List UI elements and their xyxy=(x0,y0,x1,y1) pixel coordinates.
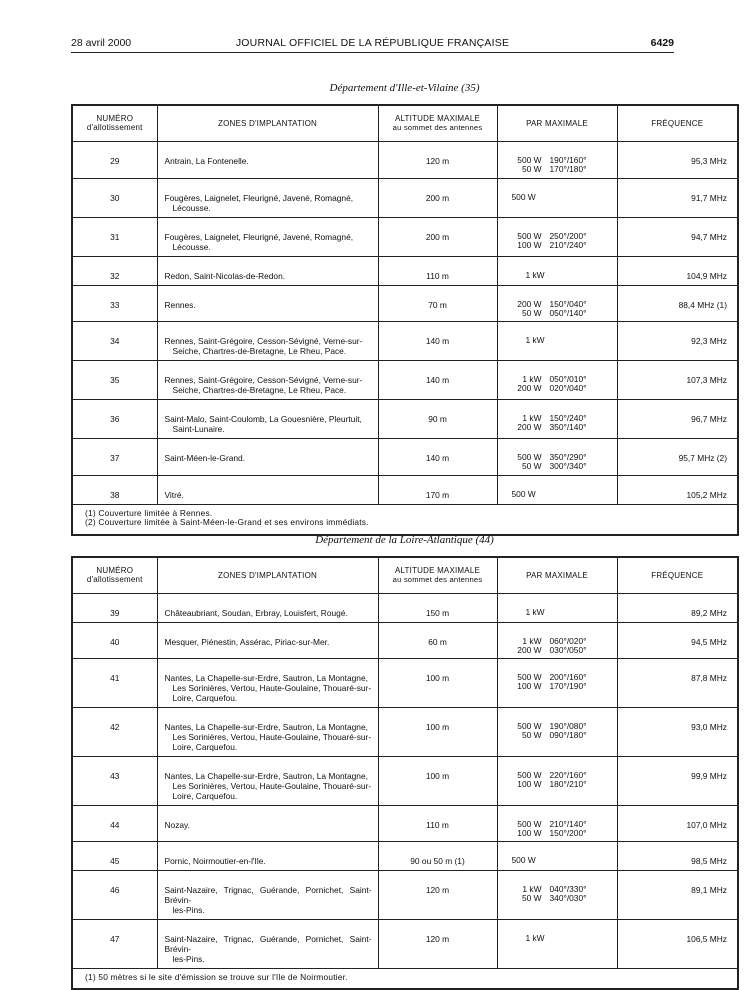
zone-line: Châteaubriant, Soudan, Erbray, Louisfert, Rougé. xyxy=(164,607,348,618)
power-line xyxy=(512,309,613,319)
power-azimuth: 150°/240° xyxy=(549,412,587,423)
col-header-alt-line2: au sommet des antennes xyxy=(392,575,483,585)
table-row xyxy=(72,217,738,256)
power-line xyxy=(512,829,613,839)
table-row xyxy=(72,475,738,504)
frequency-cell: 93,0 MHz xyxy=(617,707,738,756)
frequency-cell: 107,0 MHz xyxy=(617,805,738,841)
power-cell xyxy=(497,178,617,217)
zone-line: les-Pins. xyxy=(172,953,205,964)
col-header-altitude xyxy=(378,557,497,593)
allotment-number: 36 xyxy=(72,399,157,438)
power-cell xyxy=(497,399,617,438)
zone-line: Rennes, Saint-Grégoire, Cesson-Sévigné, Verne-sur- xyxy=(164,374,363,385)
table-row xyxy=(72,256,738,285)
zones-cell xyxy=(157,360,378,399)
frequency-cell: 87,8 MHz xyxy=(617,658,738,707)
allotment-number: 29 xyxy=(72,141,157,178)
power-azimuth: 250°/200° xyxy=(549,230,587,241)
zones-cell xyxy=(157,593,378,622)
power-watts: 1 kW xyxy=(522,635,542,646)
table-ille-et-vilaine xyxy=(71,104,739,536)
col-header-altitude xyxy=(378,105,497,141)
zone-line: Lécousse. xyxy=(172,241,211,252)
power-cell xyxy=(497,256,617,285)
power-azimuth: 220°/160° xyxy=(549,769,587,780)
altitude-cell: 170 m xyxy=(378,475,497,504)
power-azimuth: 210°/240° xyxy=(549,240,587,250)
power-watts: 1 kW xyxy=(522,412,542,423)
power-cell xyxy=(497,870,617,919)
allotment-number: 46 xyxy=(72,870,157,919)
table-row xyxy=(72,178,738,217)
power-azimuth: 200°/160° xyxy=(549,671,587,682)
power-cell xyxy=(497,360,617,399)
power-line xyxy=(512,193,613,203)
power-cell xyxy=(497,805,617,841)
zone-line: Saint-Nazaire, Trignac, Guérande, Pornichet, Saint-Brévin- xyxy=(164,933,372,954)
frequency-cell: 106,5 MHz xyxy=(617,919,738,968)
frequency-cell: 105,2 MHz xyxy=(617,475,738,504)
power-azimuth xyxy=(553,934,603,944)
altitude-cell: 100 m xyxy=(378,756,497,805)
allotment-number: 30 xyxy=(72,178,157,217)
altitude-cell: 140 m xyxy=(378,438,497,475)
power-watts: 1 kW xyxy=(522,373,542,384)
zone-line: Fougères, Laignelet, Fleurigné, Javené, Romagné, xyxy=(164,231,354,242)
col-header-num xyxy=(72,105,157,141)
col-header-num-line2: d'allotissement xyxy=(86,123,143,133)
power-watts: 200 W xyxy=(517,298,542,309)
power-azimuth xyxy=(553,336,603,346)
power-cell xyxy=(497,622,617,658)
power-azimuth xyxy=(553,271,603,281)
power-azimuth: 030°/050° xyxy=(549,645,587,655)
altitude-cell: 120 m xyxy=(378,870,497,919)
power-line xyxy=(512,646,613,656)
zone-line: Saint-Nazaire, Trignac, Guérande, Pornichet, Saint-Brévin- xyxy=(164,884,372,905)
frequency-cell: 94,5 MHz xyxy=(617,622,738,658)
power-watts: 100 W xyxy=(517,779,542,789)
allotment-number: 39 xyxy=(72,593,157,622)
header-row xyxy=(72,105,738,141)
notes-cell xyxy=(72,968,738,989)
col-header-power: PAR MAXIMALE xyxy=(497,557,617,593)
zone-line: Les Sorinières, Vertou, Haute-Goulaine, Thouaré-sur- xyxy=(172,682,372,693)
table-row xyxy=(72,622,738,658)
power-azimuth: 020°/040° xyxy=(549,383,587,393)
table-row xyxy=(72,399,738,438)
power-azimuth: 190°/080° xyxy=(549,720,587,731)
table-row xyxy=(72,805,738,841)
power-line xyxy=(512,731,613,741)
power-azimuth: 300°/340° xyxy=(549,461,587,471)
power-azimuth xyxy=(544,856,594,866)
power-cell xyxy=(497,919,617,968)
power-line xyxy=(512,780,613,790)
zone-line: Loire, Carquefou. xyxy=(172,692,238,703)
frequency-cell: 95,3 MHz xyxy=(617,141,738,178)
power-azimuth: 170°/180° xyxy=(549,164,587,174)
power-cell xyxy=(497,285,617,321)
zone-line: Rennes, Saint-Grégoire, Cesson-Sévigné, Verne-sur- xyxy=(164,335,363,346)
zone-line: Rennes. xyxy=(164,299,196,310)
col-header-num-line1: NUMÉRO xyxy=(96,566,134,576)
zone-line: Les Sorinières, Vertou, Haute-Goulaine, Thouaré-sur- xyxy=(172,731,372,742)
footnote: (1) 50 mètres si le site d'émission se trouve sur l'Ile de Noirmoutier. xyxy=(85,971,348,982)
zones-cell xyxy=(157,256,378,285)
zone-line: Nantes, La Chapelle-sur-Erdre, Sautron, La Montagne, xyxy=(164,770,368,781)
power-azimuth: 170°/190° xyxy=(549,681,587,691)
table-row xyxy=(72,841,738,870)
zone-line: Pornic, Noirmoutier-en-l'Ile. xyxy=(164,855,266,866)
zone-line: Nantes, La Chapelle-sur-Erdre, Sautron, La Montagne, xyxy=(164,721,368,732)
page-date: 28 avril 2000 xyxy=(71,37,132,49)
zone-line: Loire, Carquefou. xyxy=(172,790,238,801)
dept-title-loire-atlantique: Département de la Loire-Atlantique (44) xyxy=(315,534,494,546)
notes-cell xyxy=(72,504,738,535)
altitude-cell: 60 m xyxy=(378,622,497,658)
allotment-number: 32 xyxy=(72,256,157,285)
power-watts: 50 W xyxy=(521,164,542,174)
power-line xyxy=(512,241,613,251)
power-watts: 50 W xyxy=(521,308,542,318)
table-row xyxy=(72,438,738,475)
power-line xyxy=(512,608,613,618)
zone-line: Mesquer, Piénestin, Assérac, Piriac-sur-Mer. xyxy=(164,636,330,647)
frequency-cell: 107,3 MHz xyxy=(617,360,738,399)
power-azimuth: 050°/140° xyxy=(549,308,587,318)
power-watts: 500 W xyxy=(517,154,542,165)
power-cell xyxy=(497,438,617,475)
power-azimuth: 150°/200° xyxy=(549,828,587,838)
table-row xyxy=(72,360,738,399)
power-azimuth: 190°/160° xyxy=(549,154,587,165)
col-header-alt-line1: ALTITUDE MAXIMALE xyxy=(394,114,481,124)
zones-cell xyxy=(157,321,378,360)
zone-line: les-Pins. xyxy=(172,904,205,915)
zone-line: Vitré. xyxy=(164,489,184,500)
power-watts: 500 W xyxy=(517,230,542,241)
table-loire-atlantique xyxy=(71,556,739,990)
notes-row xyxy=(72,504,738,535)
power-cell xyxy=(497,141,617,178)
zones-cell xyxy=(157,805,378,841)
power-azimuth: 350°/290° xyxy=(549,451,587,462)
power-azimuth: 350°/140° xyxy=(549,422,587,432)
zones-cell xyxy=(157,919,378,968)
power-azimuth: 060°/020° xyxy=(549,635,587,646)
frequency-cell: 89,2 MHz xyxy=(617,593,738,622)
power-cell xyxy=(497,707,617,756)
altitude-cell: 110 m xyxy=(378,805,497,841)
power-watts: 500 W xyxy=(511,854,536,865)
allotment-number: 37 xyxy=(72,438,157,475)
power-line xyxy=(512,384,613,394)
power-cell xyxy=(497,321,617,360)
frequency-cell: 94,7 MHz xyxy=(617,217,738,256)
power-watts: 100 W xyxy=(517,681,542,691)
zone-line: Seiche, Chartres-de-Bretagne, Le Rheu, Pace. xyxy=(172,384,347,395)
allotment-number: 35 xyxy=(72,360,157,399)
zone-line: Nantes, La Chapelle-sur-Erdre, Sautron, La Montagne, xyxy=(164,672,368,683)
frequency-cell: 104,9 MHz xyxy=(617,256,738,285)
allotment-number: 47 xyxy=(72,919,157,968)
power-watts: 100 W xyxy=(517,828,542,838)
notes-row xyxy=(72,968,738,989)
altitude-cell: 100 m xyxy=(378,707,497,756)
zone-line: Saint-Malo, Saint-Coulomb, La Gouesnière, Pleurtuit, xyxy=(164,413,362,424)
frequency-cell: 96,7 MHz xyxy=(617,399,738,438)
power-line xyxy=(512,271,613,281)
power-azimuth xyxy=(544,193,594,203)
allotment-number: 31 xyxy=(72,217,157,256)
power-line xyxy=(512,336,613,346)
power-watts: 50 W xyxy=(521,461,542,471)
altitude-cell: 140 m xyxy=(378,321,497,360)
power-cell xyxy=(497,217,617,256)
power-azimuth: 040°/330° xyxy=(549,883,587,894)
zone-line: Antrain, La Fontenelle. xyxy=(164,155,249,166)
power-line xyxy=(512,490,613,500)
col-header-alt-line2: au sommet des antennes xyxy=(392,123,483,133)
zones-cell xyxy=(157,285,378,321)
power-watts: 500 W xyxy=(517,720,542,731)
zones-cell xyxy=(157,141,378,178)
allotment-number: 42 xyxy=(72,707,157,756)
power-line xyxy=(512,423,613,433)
col-header-alt-line1: ALTITUDE MAXIMALE xyxy=(394,566,481,576)
power-watts: 500 W xyxy=(511,191,536,202)
table-row xyxy=(72,870,738,919)
power-watts: 500 W xyxy=(511,488,536,499)
power-watts: 1 kW xyxy=(525,334,545,345)
power-watts: 50 W xyxy=(521,893,542,903)
col-header-frequency: FRÉQUENCE xyxy=(617,557,738,593)
table-row xyxy=(72,285,738,321)
altitude-cell: 150 m xyxy=(378,593,497,622)
zones-cell xyxy=(157,399,378,438)
power-azimuth: 210°/140° xyxy=(549,818,587,829)
power-cell xyxy=(497,658,617,707)
power-watts: 200 W xyxy=(517,645,542,655)
frequency-cell: 88,4 MHz (1) xyxy=(617,285,738,321)
zones-cell xyxy=(157,870,378,919)
power-azimuth: 150°/040° xyxy=(549,298,587,309)
power-watts: 1 kW xyxy=(522,883,542,894)
power-watts: 200 W xyxy=(517,383,542,393)
footnote: (1) Couverture limitée à Rennes. xyxy=(85,507,213,518)
allotment-number: 40 xyxy=(72,622,157,658)
altitude-cell: 90 ou 50 m (1) xyxy=(378,841,497,870)
frequency-cell: 99,9 MHz xyxy=(617,756,738,805)
altitude-cell: 70 m xyxy=(378,285,497,321)
altitude-cell: 90 m xyxy=(378,399,497,438)
power-watts: 1 kW xyxy=(525,269,545,280)
power-line xyxy=(512,894,613,904)
power-watts: 200 W xyxy=(517,422,542,432)
zone-line: Saint-Lunaire. xyxy=(172,423,225,434)
altitude-cell: 100 m xyxy=(378,658,497,707)
table-row xyxy=(72,658,738,707)
zones-cell xyxy=(157,658,378,707)
power-watts: 100 W xyxy=(517,240,542,250)
power-watts: 500 W xyxy=(517,769,542,780)
zones-cell xyxy=(157,217,378,256)
zone-line: Saint-Méen-le-Grand. xyxy=(164,452,246,463)
power-watts: 1 kW xyxy=(525,932,545,943)
zone-line: Les Sorinières, Vertou, Haute-Goulaine, Thouaré-sur- xyxy=(172,780,372,791)
zones-cell xyxy=(157,475,378,504)
power-azimuth: 340°/030° xyxy=(549,893,587,903)
allotment-number: 33 xyxy=(72,285,157,321)
power-cell xyxy=(497,841,617,870)
table-row xyxy=(72,919,738,968)
power-azimuth: 180°/210° xyxy=(549,779,587,789)
altitude-cell: 140 m xyxy=(378,360,497,399)
page-header xyxy=(71,37,674,51)
journal-title: JOURNAL OFFICIEL DE LA RÉPUBLIQUE FRANÇAISE xyxy=(235,37,510,49)
page-number: 6429 xyxy=(650,37,674,49)
table-row xyxy=(72,141,738,178)
col-header-zones: ZONES D'IMPLANTATION xyxy=(157,105,378,141)
header-rule xyxy=(71,52,674,53)
allotment-number: 41 xyxy=(72,658,157,707)
zones-cell xyxy=(157,756,378,805)
allotment-number: 34 xyxy=(72,321,157,360)
table-row xyxy=(72,593,738,622)
col-header-num-line1: NUMÉRO xyxy=(96,114,134,124)
col-header-num xyxy=(72,557,157,593)
allotment-number: 44 xyxy=(72,805,157,841)
zone-line: Seiche, Chartres-de-Bretagne, Le Rheu, Pace. xyxy=(172,345,347,356)
col-header-power: PAR MAXIMALE xyxy=(497,105,617,141)
zones-cell xyxy=(157,622,378,658)
altitude-cell: 120 m xyxy=(378,919,497,968)
power-cell xyxy=(497,475,617,504)
table-row xyxy=(72,707,738,756)
power-watts: 500 W xyxy=(517,451,542,462)
allotment-number: 38 xyxy=(72,475,157,504)
power-line xyxy=(512,682,613,692)
table-row xyxy=(72,756,738,805)
power-cell xyxy=(497,756,617,805)
altitude-cell: 110 m xyxy=(378,256,497,285)
frequency-cell: 89,1 MHz xyxy=(617,870,738,919)
altitude-cell: 200 m xyxy=(378,217,497,256)
zones-cell xyxy=(157,707,378,756)
power-watts: 50 W xyxy=(521,730,542,740)
power-watts: 500 W xyxy=(517,818,542,829)
footnote: (2) Couverture limitée à Saint-Méen-le-Grand et ses environs immédiats. xyxy=(85,517,369,527)
frequency-cell: 91,7 MHz xyxy=(617,178,738,217)
col-header-num-line2: d'allotissement xyxy=(86,575,143,585)
power-azimuth xyxy=(544,490,594,500)
power-line xyxy=(512,165,613,175)
power-azimuth: 090°/180° xyxy=(549,730,587,740)
power-line xyxy=(512,934,613,944)
zones-cell xyxy=(157,178,378,217)
dept-title-ille-et-vilaine: Département d'Ille-et-Vilaine (35) xyxy=(329,82,480,94)
frequency-cell: 92,3 MHz xyxy=(617,321,738,360)
frequency-cell: 98,5 MHz xyxy=(617,841,738,870)
power-azimuth xyxy=(553,608,603,618)
frequency-cell: 95,7 MHz (2) xyxy=(617,438,738,475)
allotment-number: 43 xyxy=(72,756,157,805)
table-row xyxy=(72,321,738,360)
allotment-number: 45 xyxy=(72,841,157,870)
zones-cell xyxy=(157,438,378,475)
zone-line: Fougères, Laignelet, Fleurigné, Javené, Romagné, xyxy=(164,192,354,203)
zone-line: Nozay. xyxy=(164,819,190,830)
header-row xyxy=(72,557,738,593)
col-header-zones: ZONES D'IMPLANTATION xyxy=(157,557,378,593)
col-header-frequency: FRÉQUENCE xyxy=(617,105,738,141)
zones-cell xyxy=(157,841,378,870)
altitude-cell: 200 m xyxy=(378,178,497,217)
altitude-cell: 120 m xyxy=(378,141,497,178)
power-line xyxy=(512,462,613,472)
power-watts: 500 W xyxy=(517,671,542,682)
power-line xyxy=(512,856,613,866)
zone-line: Loire, Carquefou. xyxy=(172,741,238,752)
zone-line: Redon, Saint-Nicolas-de-Redon. xyxy=(164,270,286,281)
power-watts: 1 kW xyxy=(525,606,545,617)
zone-line: Lécousse. xyxy=(172,202,211,213)
power-cell xyxy=(497,593,617,622)
power-azimuth: 050°/010° xyxy=(549,373,587,384)
